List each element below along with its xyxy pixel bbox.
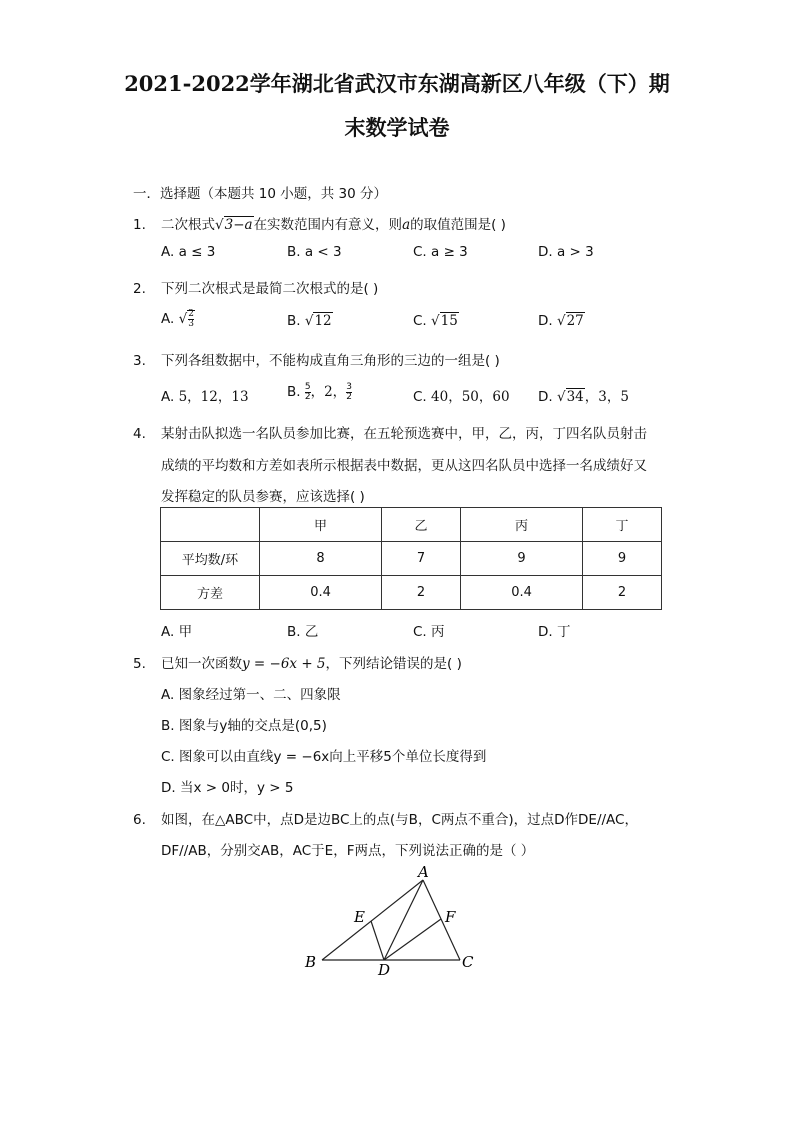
table-row (161, 576, 662, 610)
option-label: C. (413, 389, 427, 405)
question-number: 5. (133, 656, 146, 672)
question-5 (133, 652, 462, 672)
fraction (346, 383, 352, 402)
option-d (538, 313, 585, 329)
segment-de (371, 921, 384, 960)
denominator: 3 (188, 319, 194, 329)
question-6 (133, 808, 638, 828)
table-row (161, 542, 662, 576)
side-ab (322, 880, 423, 960)
point-label-d: D (378, 961, 391, 979)
question-2 (133, 277, 378, 297)
equation: y = −6x + 5 (242, 656, 326, 672)
option-b (287, 380, 352, 402)
question-3 (133, 349, 500, 369)
option-a: A. 甲 (161, 624, 193, 640)
radicand: 15 (440, 313, 458, 329)
question-stem-part: ，下列结论错误的是( ) (325, 656, 462, 672)
segment-ad (384, 880, 423, 960)
option-b: B. a < 3 (287, 244, 342, 260)
table-header-cell (161, 508, 260, 542)
question-stem-line: 某射击队拟选一名队员参加比赛，在五轮预选赛中，甲，乙，丙，丁四名队员射击 (161, 426, 647, 442)
option-label: D. (538, 389, 553, 405)
table-cell: 7 (382, 542, 461, 576)
table-cell: 8 (260, 542, 382, 576)
denominator: 2 (304, 391, 311, 402)
table-header-row (161, 508, 662, 542)
triangle-figure (300, 860, 490, 980)
section-heading: 一．选择题（本题共 10 小题，共 30 分） (133, 186, 388, 202)
table-cell: 2 (382, 576, 461, 610)
question-number: 1. (133, 217, 146, 233)
option-c: C. a ≥ 3 (413, 244, 468, 260)
table-cell: 平均数/环 (161, 542, 260, 576)
question-stem: 下列各组数据中，不能构成直角三角形的三边的一组是( ) (161, 353, 500, 369)
table-header-cell: 乙 (382, 508, 461, 542)
option-label: D. (538, 313, 553, 329)
question-stem-line: 发挥稳定的队员参赛，应该选择( ) (161, 489, 365, 505)
question-stem-line: 如图，在△ABC中，点D是边BC上的点(与B，C两点不重合)，过点D作DE//AC， (161, 812, 638, 828)
segment-df (384, 919, 441, 960)
option-a (161, 310, 195, 329)
option-b (287, 313, 333, 329)
option-b: B. 乙 (287, 624, 319, 640)
denominator: 2 (346, 391, 352, 402)
point-label-c: C (462, 953, 474, 971)
option-text: 40，50，60 (431, 389, 510, 405)
table-header-cell: 丁 (583, 508, 662, 542)
table-header-cell: 丙 (460, 508, 582, 542)
option-c (413, 313, 459, 329)
paper-title-line2: 末数学试卷 (344, 115, 450, 140)
question-number: 3. (133, 353, 146, 369)
numerator: 5 (304, 381, 311, 392)
radicand (187, 310, 195, 327)
option-d (538, 385, 629, 405)
question-stem-part: 的取值范围是( ) (410, 217, 506, 233)
table-cell: 2 (583, 576, 662, 610)
table-cell: 9 (583, 542, 662, 576)
variable: a (402, 217, 411, 233)
table-header-cell: 甲 (260, 508, 382, 542)
question-stem-line: 成绩的平均数和方差如表所示根据表中数据，更从这四名队员中选择一名成绩好又 (161, 458, 647, 474)
numerator: 2 (188, 309, 194, 319)
option-c (413, 385, 510, 405)
question-number: 6. (133, 812, 146, 828)
radicand: 27 (566, 313, 584, 329)
radical-expression: √15 (431, 313, 458, 329)
table-cell: 9 (460, 542, 582, 576)
question-stem-part: 在实数范围内有意义，则 (253, 217, 403, 233)
option-a (161, 385, 249, 405)
table-cell: 方差 (161, 576, 260, 610)
scores-table (160, 507, 662, 610)
question-1 (133, 213, 506, 233)
option-label: B. (287, 313, 301, 329)
option-c: C. 丙 (413, 624, 445, 640)
question-number: 4. (133, 426, 146, 442)
table-cell: 0.4 (460, 576, 582, 610)
option-a: A. a ≤ 3 (161, 244, 216, 260)
question-4 (133, 422, 647, 442)
option-d: D. a > 3 (538, 244, 594, 260)
question-stem: 下列二次根式是最简二次根式的是( ) (161, 281, 379, 297)
option-a: A. 图象经过第一、二、四象限 (161, 687, 341, 703)
question-stem-part: 已知一次函数 (161, 656, 242, 672)
point-label-e: E (354, 908, 365, 926)
option-d: D. 当x > 0时，y > 5 (161, 780, 294, 796)
option-label: A. (161, 389, 175, 405)
radical-expression: √34 (556, 389, 584, 405)
radicand: 34 (566, 389, 584, 405)
option-d: D. 丁 (538, 624, 571, 640)
fraction (188, 310, 194, 329)
point-label-a: A (418, 863, 429, 881)
radical-expression: √3−a (215, 217, 253, 233)
option-text-middle: ，2， (310, 384, 347, 400)
option-text: 5，12，13 (178, 389, 249, 405)
option-label: A. (161, 311, 175, 327)
point-label-f: F (445, 908, 456, 926)
option-c: C. 图象可以由直线y = −6x向上平移5个单位长度得到 (161, 749, 487, 765)
table-cell: 0.4 (260, 576, 382, 610)
numerator: 3 (346, 381, 352, 392)
paper-title-line1: 2021-2022学年湖北省武汉市东湖高新区八年级（下）期 (124, 71, 670, 96)
option-label: B. (287, 384, 301, 400)
question-number: 2. (133, 281, 146, 297)
option-label: C. (413, 313, 427, 329)
radical-expression: √12 (304, 313, 332, 329)
option-b: B. 图象与y轴的交点是(0,5) (161, 718, 327, 734)
point-label-b: B (305, 953, 317, 971)
radicand: 12 (314, 313, 332, 329)
question-stem-part: 二次根式 (161, 217, 215, 233)
radical-expression: √ $\frac{2}{3}$ (178, 309, 194, 329)
radicand: 3−a (224, 217, 253, 233)
question-stem-line: DF//AB，分别交AB，AC于E，F两点，下列说法正确的是（ ） (161, 843, 535, 859)
radical-expression: √27 (556, 313, 584, 329)
option-text-rest: ，3，5 (584, 389, 629, 405)
